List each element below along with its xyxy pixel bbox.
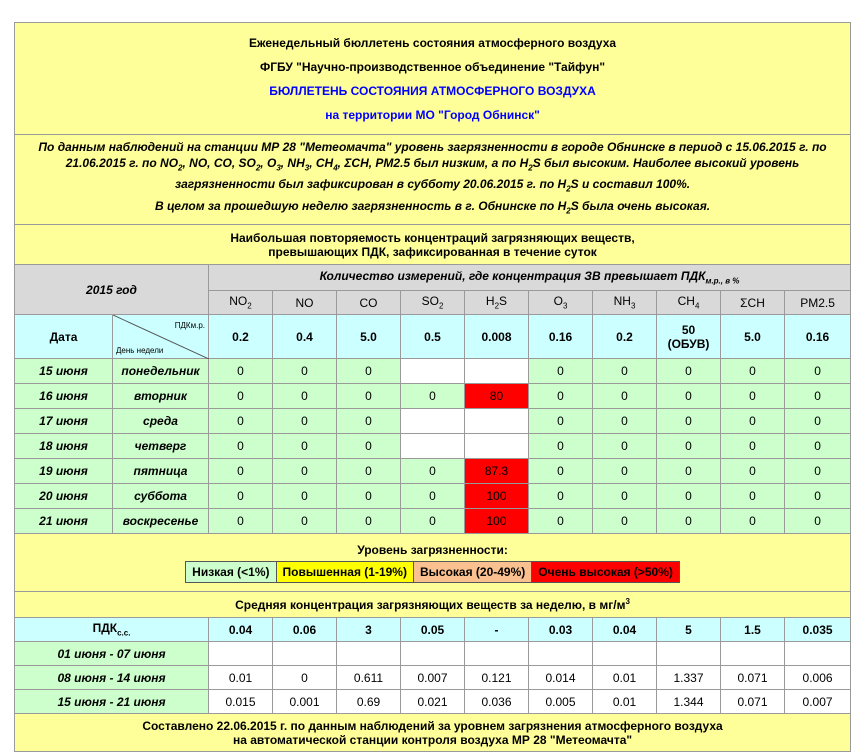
intro-text: , CH bbox=[309, 156, 334, 170]
row-date: 15 июня bbox=[15, 359, 113, 384]
row-cell bbox=[209, 642, 273, 666]
pdk-value bbox=[785, 315, 851, 359]
pollutant-header bbox=[401, 291, 465, 315]
row-cell bbox=[401, 409, 465, 434]
row-date: 19 июня bbox=[15, 459, 113, 484]
row-cell: 0 bbox=[337, 484, 401, 509]
pdk-value-text: 5.0 bbox=[360, 329, 377, 344]
pdk-ss-value: 1.5 bbox=[721, 618, 785, 642]
row-cell: 0.005 bbox=[529, 690, 593, 714]
row-cell bbox=[529, 642, 593, 666]
row-cell: 0 bbox=[401, 384, 465, 409]
pollutant-name: SO bbox=[421, 294, 439, 309]
row-cell: 0 bbox=[593, 484, 657, 509]
row-cell: 0.01 bbox=[593, 666, 657, 690]
row-cell: 0 bbox=[337, 409, 401, 434]
row-cell bbox=[337, 642, 401, 666]
row-cell: 0 bbox=[273, 509, 337, 534]
row-date: 21 июня bbox=[15, 509, 113, 534]
row-cell: 0 bbox=[785, 434, 851, 459]
intro-sub: 4 bbox=[333, 163, 338, 173]
row-cell: 0 bbox=[657, 484, 721, 509]
footer-line-1: Составлено 22.06.2015 г. по данным наблюдений за уровнем загрязнения атмосферного воздуха bbox=[142, 718, 723, 733]
intro-sub: 3 bbox=[276, 163, 281, 173]
pollutant-sub: 2 bbox=[247, 301, 252, 311]
pdk-row bbox=[15, 315, 851, 359]
row-cell: 0 bbox=[209, 409, 273, 434]
row-cell: 0 bbox=[529, 359, 593, 384]
row-cell: 0 bbox=[529, 484, 593, 509]
row-cell: 0.01 bbox=[593, 690, 657, 714]
pdk-value bbox=[465, 315, 529, 359]
row-cell: 0 bbox=[657, 359, 721, 384]
pollutant-name: PM2.5 bbox=[800, 295, 835, 310]
row-cell: 0.036 bbox=[465, 690, 529, 714]
pdk-value-text: 0.008 bbox=[481, 329, 512, 344]
header-line-1: Еженедельный бюллетень состояния атмосферного воздуха bbox=[248, 35, 617, 50]
pdk-value bbox=[401, 315, 465, 359]
intro-text: , NH bbox=[280, 156, 305, 170]
footer bbox=[15, 714, 851, 752]
pollutant-name: CO bbox=[359, 295, 378, 310]
row-cell: 0 bbox=[401, 459, 465, 484]
pdk-ss-value: 0.06 bbox=[273, 618, 337, 642]
section2-sup: 3 bbox=[625, 597, 630, 607]
row-cell: 0 bbox=[273, 434, 337, 459]
row-period: 15 июня - 21 июня bbox=[15, 690, 209, 714]
legend-item: Повышенная (1-19%) bbox=[277, 562, 414, 582]
row-cell: 0 bbox=[209, 384, 273, 409]
row-cell: 0 bbox=[401, 509, 465, 534]
row-cell: 0 bbox=[593, 384, 657, 409]
legend-section bbox=[15, 534, 851, 592]
section1-line-1: Наибольшая повторяемость концентраций загрязняющих веществ, bbox=[230, 230, 635, 245]
section1-line-2: превышающих ПДК, зафиксированная в течение суток bbox=[268, 244, 597, 259]
row-cell: 0 bbox=[657, 459, 721, 484]
row-cell: 0 bbox=[273, 459, 337, 484]
row-cell: 0 bbox=[273, 409, 337, 434]
row-cell: 1.337 bbox=[657, 666, 721, 690]
pollutant-header bbox=[721, 291, 785, 315]
row-cell: 0 bbox=[209, 459, 273, 484]
legend-item: Очень высокая (>50%) bbox=[532, 562, 679, 582]
row-date: 16 июня bbox=[15, 384, 113, 409]
date-label: Дата bbox=[15, 315, 113, 359]
row-cell bbox=[465, 359, 529, 384]
pdk-ss-value: 0.04 bbox=[209, 618, 273, 642]
pdk-value-text: 0.4 bbox=[296, 329, 313, 344]
pdk-value-text: 0.16 bbox=[548, 329, 573, 344]
row-cell: 0.015 bbox=[209, 690, 273, 714]
row-cell: 0 bbox=[657, 384, 721, 409]
row-cell: 0 bbox=[529, 434, 593, 459]
pdk-ss-value: 0.05 bbox=[401, 618, 465, 642]
intro-text: , O bbox=[260, 156, 277, 170]
pollutant-header bbox=[209, 291, 273, 315]
pollutant-header bbox=[657, 291, 721, 315]
intro-sub: 2 bbox=[178, 163, 183, 173]
pollutant-header bbox=[273, 291, 337, 315]
row-cell bbox=[785, 642, 851, 666]
row-cell: 0.121 bbox=[465, 666, 529, 690]
row-cell: 0 bbox=[209, 434, 273, 459]
row-cell: 0 bbox=[721, 384, 785, 409]
pollutant-header bbox=[529, 291, 593, 315]
pollutant-header bbox=[785, 291, 851, 315]
pdk-ss-value: 3 bbox=[337, 618, 401, 642]
pdk-ss-value: 0.04 bbox=[593, 618, 657, 642]
row-cell: 80 bbox=[465, 384, 529, 409]
row-weekday: воскресенье bbox=[113, 509, 209, 534]
table-row bbox=[15, 666, 851, 690]
pollutant-sub: 3 bbox=[630, 301, 636, 311]
legend-title: Уровень загрязненности: bbox=[357, 542, 508, 557]
pdk-value bbox=[273, 315, 337, 359]
row-cell: 87.3 bbox=[465, 459, 529, 484]
table-row bbox=[15, 384, 851, 409]
pdk-value bbox=[209, 315, 273, 359]
pdk-ss-value: 5 bbox=[657, 618, 721, 642]
row-cell: 0 bbox=[209, 484, 273, 509]
row-cell bbox=[593, 642, 657, 666]
pdk-ss-value: 0.03 bbox=[529, 618, 593, 642]
row-cell: 0.001 bbox=[273, 690, 337, 714]
row-cell: 0 bbox=[785, 459, 851, 484]
pollutant-name: NH bbox=[613, 294, 631, 309]
row-cell: 0 bbox=[337, 509, 401, 534]
intro-paragraph bbox=[15, 135, 851, 225]
bulletin-header bbox=[15, 23, 851, 135]
pdk-value-text: 5.0 bbox=[744, 329, 761, 344]
row-cell: 0.611 bbox=[337, 666, 401, 690]
pollutant-name: NO bbox=[295, 295, 314, 310]
row-cell: 0 bbox=[529, 459, 593, 484]
pdk-value bbox=[657, 315, 721, 359]
weekday-label: День недели bbox=[116, 346, 164, 356]
row-cell: 0 bbox=[721, 459, 785, 484]
row-weekday: четверг bbox=[113, 434, 209, 459]
pollutant-header bbox=[337, 291, 401, 315]
pollutant-name: ΣCH bbox=[740, 295, 765, 310]
table-row bbox=[15, 484, 851, 509]
row-cell: 0 bbox=[209, 359, 273, 384]
count-label bbox=[209, 265, 851, 291]
row-weekday: вторник bbox=[113, 384, 209, 409]
table-row bbox=[15, 642, 851, 666]
row-weekday: понедельник bbox=[113, 359, 209, 384]
row-cell: 0.021 bbox=[401, 690, 465, 714]
row-cell bbox=[401, 642, 465, 666]
row-cell: 0 bbox=[273, 384, 337, 409]
row-cell: 0 bbox=[337, 384, 401, 409]
row-period: 01 июня - 07 июня bbox=[15, 642, 209, 666]
pollutant-sub: 4 bbox=[694, 301, 700, 311]
pdk-value bbox=[593, 315, 657, 359]
row-weekday: пятница bbox=[113, 459, 209, 484]
pollutant-name-tail: S bbox=[499, 294, 508, 309]
pdk-value-text: 0.16 bbox=[805, 329, 830, 344]
row-date: 20 июня bbox=[15, 484, 113, 509]
row-cell: 0.014 bbox=[529, 666, 593, 690]
row-cell: 0.69 bbox=[337, 690, 401, 714]
header-title: БЮЛЛЕТЕНЬ СОСТОЯНИЯ АТМОСФЕРНОГО ВОЗДУХА bbox=[269, 83, 596, 98]
count-label-sub: м.р., в % bbox=[705, 276, 740, 286]
pollutant-name: O bbox=[553, 294, 563, 309]
row-cell bbox=[465, 409, 529, 434]
table-row bbox=[15, 690, 851, 714]
intro-text: По данным наблюдений на станции МР 28 "Метеомачта" уровень загрязненности в городе Обнинске в период с 15.06.2015 г. по 21.06.2015 г. по NO bbox=[38, 140, 827, 170]
row-weekday: суббота bbox=[113, 484, 209, 509]
row-cell: 0 bbox=[785, 484, 851, 509]
intro-sub: 2 bbox=[528, 163, 533, 173]
legend-item: Высокая (20-49%) bbox=[414, 562, 532, 582]
row-cell: 0 bbox=[721, 484, 785, 509]
row-cell: 0 bbox=[785, 359, 851, 384]
intro-text: S был высоким. Наиболее высокий уровень загрязненности был зафиксирован в субботу 20.06.2015 г. по H bbox=[174, 156, 800, 192]
pollutant-sub: 3 bbox=[562, 301, 568, 311]
pdk-ss-value: 0.035 bbox=[785, 618, 851, 642]
row-cell: 0 bbox=[529, 384, 593, 409]
row-cell bbox=[657, 642, 721, 666]
table-row bbox=[15, 359, 851, 384]
pdk-value-text: 0.2 bbox=[616, 329, 633, 344]
row-cell: 0 bbox=[273, 666, 337, 690]
section2-title bbox=[15, 592, 851, 618]
pdk-value bbox=[337, 315, 401, 359]
pdk-value-text: (ОБУВ) bbox=[667, 336, 710, 351]
footer-line-2: на автоматической станции контроля воздуха МР 28 "Метеомачта" bbox=[232, 732, 633, 747]
row-cell: 0 bbox=[593, 509, 657, 534]
row-weekday: среда bbox=[113, 409, 209, 434]
row-cell: 0.007 bbox=[401, 666, 465, 690]
intro-sub: 2 bbox=[566, 184, 571, 194]
pdk-ss-label-text: ПДК bbox=[92, 621, 118, 636]
row-cell: 0 bbox=[721, 409, 785, 434]
row-cell: 0 bbox=[785, 384, 851, 409]
pollutant-name: H bbox=[485, 294, 495, 309]
row-cell: 0.071 bbox=[721, 690, 785, 714]
row-cell bbox=[401, 434, 465, 459]
row-cell: 0.071 bbox=[721, 666, 785, 690]
row-cell: 0 bbox=[337, 359, 401, 384]
table-row bbox=[15, 459, 851, 484]
row-cell: 0 bbox=[593, 359, 657, 384]
section2-title-text: Средняя концентрация загрязняющих веществ за неделю, в мг/м bbox=[235, 598, 626, 613]
row-cell: 0 bbox=[209, 509, 273, 534]
intro-text: S и составил 100%. bbox=[570, 177, 691, 192]
row-cell: 0 bbox=[657, 409, 721, 434]
pdk-ss-row bbox=[15, 618, 851, 642]
row-cell: 0 bbox=[401, 484, 465, 509]
row-cell: 1.344 bbox=[657, 690, 721, 714]
row-cell: 100 bbox=[465, 484, 529, 509]
header-territory: на территории МО "Город Обнинск" bbox=[325, 107, 540, 122]
pdk-value-text: 0.2 bbox=[232, 329, 249, 344]
row-date: 18 июня bbox=[15, 434, 113, 459]
row-period: 08 июня - 14 июня bbox=[15, 666, 209, 690]
row-cell bbox=[465, 642, 529, 666]
row-cell: 0.007 bbox=[785, 690, 851, 714]
pdk-ss-sub: с.с. bbox=[117, 628, 131, 638]
table-row bbox=[15, 509, 851, 534]
daily-table-body bbox=[15, 359, 851, 534]
row-cell bbox=[401, 359, 465, 384]
intro-text: В целом за прошедшую неделю загрязненность в г. Обнинске по H bbox=[154, 198, 567, 213]
row-cell: 0 bbox=[529, 409, 593, 434]
intro-sub: 2 bbox=[566, 206, 571, 216]
row-cell bbox=[273, 642, 337, 666]
row-cell: 0.006 bbox=[785, 666, 851, 690]
pdk-value-text: 0.5 bbox=[424, 329, 441, 344]
pollutant-sub: 2 bbox=[438, 301, 444, 311]
pdk-weekday-header bbox=[113, 315, 209, 359]
row-cell: 0 bbox=[593, 409, 657, 434]
row-cell: 0 bbox=[593, 434, 657, 459]
row-cell: 0 bbox=[273, 484, 337, 509]
row-date: 17 июня bbox=[15, 409, 113, 434]
pollutant-name: CH bbox=[677, 294, 695, 309]
pdk-ss-value: - bbox=[465, 618, 529, 642]
pdk-value bbox=[529, 315, 593, 359]
pollutant-header bbox=[593, 291, 657, 315]
pollutant-name: NO bbox=[229, 294, 248, 309]
row-cell: 0 bbox=[529, 509, 593, 534]
pollutant-header bbox=[465, 291, 529, 315]
table-row bbox=[15, 434, 851, 459]
row-cell: 0 bbox=[593, 459, 657, 484]
pdk-ss-label bbox=[15, 618, 209, 642]
intro-sub: 2 bbox=[255, 163, 261, 173]
row-cell: 0 bbox=[785, 509, 851, 534]
row-cell bbox=[465, 434, 529, 459]
row-cell: 0 bbox=[337, 459, 401, 484]
row-cell: 0 bbox=[657, 434, 721, 459]
row-cell: 100 bbox=[465, 509, 529, 534]
pollutant-sub: 2 bbox=[494, 301, 500, 311]
pdk-value-text: 50 bbox=[681, 322, 696, 337]
row-cell: 0 bbox=[785, 409, 851, 434]
legend bbox=[185, 561, 680, 583]
row-cell: 0 bbox=[721, 509, 785, 534]
row-cell: 0 bbox=[721, 359, 785, 384]
row-cell: 0.01 bbox=[209, 666, 273, 690]
bulletin-table bbox=[14, 22, 851, 752]
row-cell: 0 bbox=[273, 359, 337, 384]
intro-text: , ΣCH, PM2.5 был низким, а по H bbox=[337, 156, 529, 170]
intro-text: , NO, CO, SO bbox=[182, 156, 256, 170]
section1-title bbox=[15, 225, 851, 265]
row-cell bbox=[721, 642, 785, 666]
intro-sub: 3 bbox=[304, 163, 310, 173]
intro-text: S была очень высокая. bbox=[570, 198, 711, 213]
pdk-value bbox=[721, 315, 785, 359]
year-label: 2015 год bbox=[15, 265, 209, 315]
weekly-table-body bbox=[15, 642, 851, 714]
header-line-2: ФГБУ "Научно-производственное объединение "Тайфун" bbox=[259, 59, 606, 74]
table-row bbox=[15, 409, 851, 434]
legend-item: Низкая (<1%) bbox=[186, 562, 276, 582]
row-cell: 0 bbox=[657, 509, 721, 534]
pdk-label: ПДКм.р. bbox=[174, 321, 205, 331]
row-cell: 0 bbox=[721, 434, 785, 459]
count-label-text: Количество измерений, где концентрация ЗВ превышает ПДК bbox=[319, 269, 706, 284]
row-cell: 0 bbox=[337, 434, 401, 459]
